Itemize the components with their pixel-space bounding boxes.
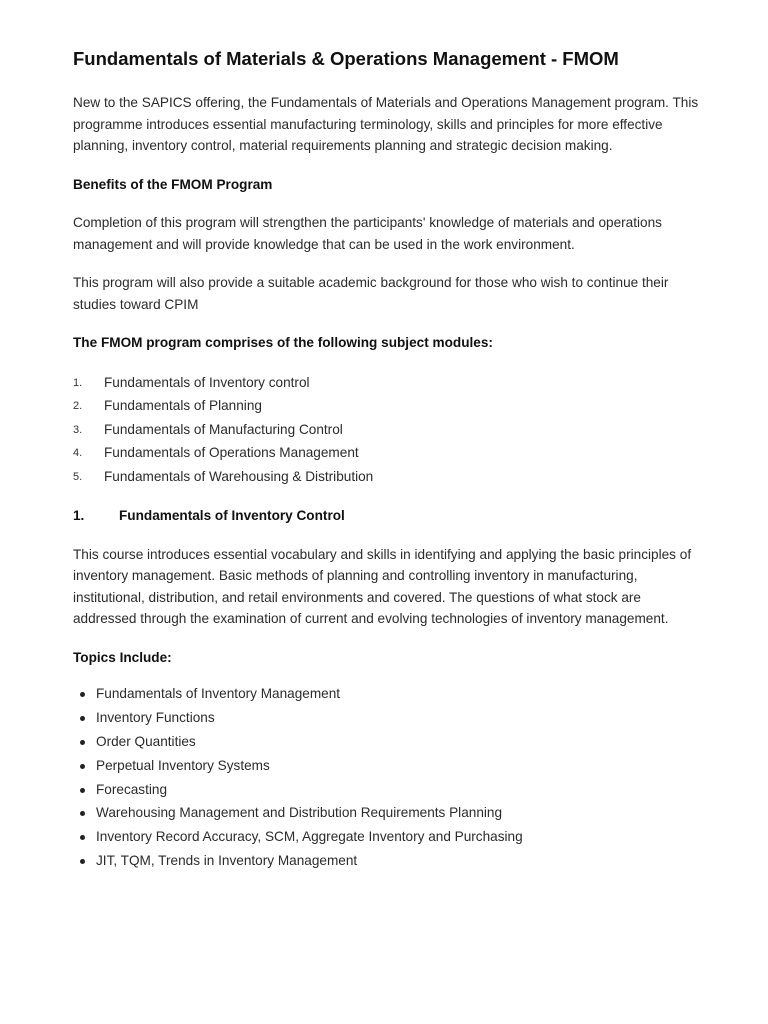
list-item-label: JIT, TQM, Trends in Inventory Management	[96, 853, 358, 869]
list-item	[73, 441, 703, 465]
list-item-number: 4.	[73, 447, 83, 460]
list-item-label: Fundamentals of Inventory control	[104, 374, 310, 390]
bullet-icon	[80, 811, 85, 816]
list-item-number: 1.	[73, 376, 83, 389]
bullet-icon	[80, 692, 85, 697]
list-item	[73, 682, 703, 706]
bullet-icon	[80, 788, 85, 793]
list-item-label: Fundamentals of Planning	[104, 398, 262, 414]
section-title: Fundamentals of Inventory Control	[119, 508, 345, 524]
list-item	[73, 371, 703, 395]
benefits-paragraph-2: This program will also provide a suitable academic background for those who wish to continue their studies toward CPIM	[73, 275, 669, 312]
list-item-label: Forecasting	[96, 781, 168, 797]
list-item-label: Fundamentals of Manufacturing Control	[104, 421, 343, 437]
list-item	[73, 706, 703, 730]
list-item	[73, 418, 703, 442]
list-item	[73, 754, 703, 778]
topics-heading: Topics Include:	[73, 649, 172, 665]
list-item	[73, 730, 703, 754]
list-item	[73, 394, 703, 418]
benefits-paragraph-1: Completion of this program will strengthen the participants' knowledge of materials and operations management and will provide knowledge that can be used in the work environment.	[73, 215, 662, 252]
list-item-number: 2.	[73, 400, 83, 413]
list-item-number: 5.	[73, 470, 83, 483]
list-item	[73, 825, 703, 849]
list-item	[73, 465, 703, 489]
bullet-icon	[80, 740, 85, 745]
list-item-label: Warehousing Management and Distribution Requirements Planning	[96, 805, 503, 821]
section-heading	[73, 505, 703, 527]
bullet-icon	[80, 835, 85, 840]
list-item-label: Fundamentals of Inventory Management	[96, 686, 341, 702]
list-item-label: Inventory Functions	[96, 710, 215, 726]
modules-heading: The FMOM program comprises of the following subject modules:	[73, 335, 493, 350]
document-page	[73, 46, 703, 873]
list-item	[73, 801, 703, 825]
list-item	[73, 778, 703, 802]
section-number: 1.	[73, 508, 85, 524]
list-item-label: Fundamentals of Warehousing & Distribution	[104, 468, 374, 484]
benefits-heading: Benefits of the FMOM Program	[73, 176, 273, 192]
intro-paragraph: New to the SAPICS offering, the Fundamentals of Materials and Operations Management program. This programme introduces essential manufacturing terminology, skills and principles for more effective planning, inventory control, material requirements planning and strategic decision making.	[73, 95, 699, 153]
list-item-label: Fundamentals of Operations Management	[104, 445, 359, 461]
list-item-label: Inventory Record Accuracy, SCM, Aggregate Inventory and Purchasing	[96, 829, 523, 845]
topics-list	[73, 682, 703, 872]
modules-list	[73, 371, 703, 489]
bullet-icon	[80, 716, 85, 721]
list-item-label: Perpetual Inventory Systems	[96, 757, 270, 773]
list-item-number: 3.	[73, 423, 83, 436]
list-item	[73, 849, 703, 873]
section-paragraph: This course introduces essential vocabulary and skills in identifying and applying the basic principles of inventory management. Basic methods of planning and controlling inventory in manufacturing, institutional, distribution, and retail environments and covered. The questions of what stock are addressed through the examination of current and evolving technologies of inventory management.	[73, 546, 692, 627]
bullet-icon	[80, 764, 85, 769]
list-item-label: Order Quantities	[96, 734, 196, 750]
bullet-icon	[80, 859, 85, 864]
page-title: Fundamentals of Materials & Operations Management - FMOM	[73, 48, 619, 69]
